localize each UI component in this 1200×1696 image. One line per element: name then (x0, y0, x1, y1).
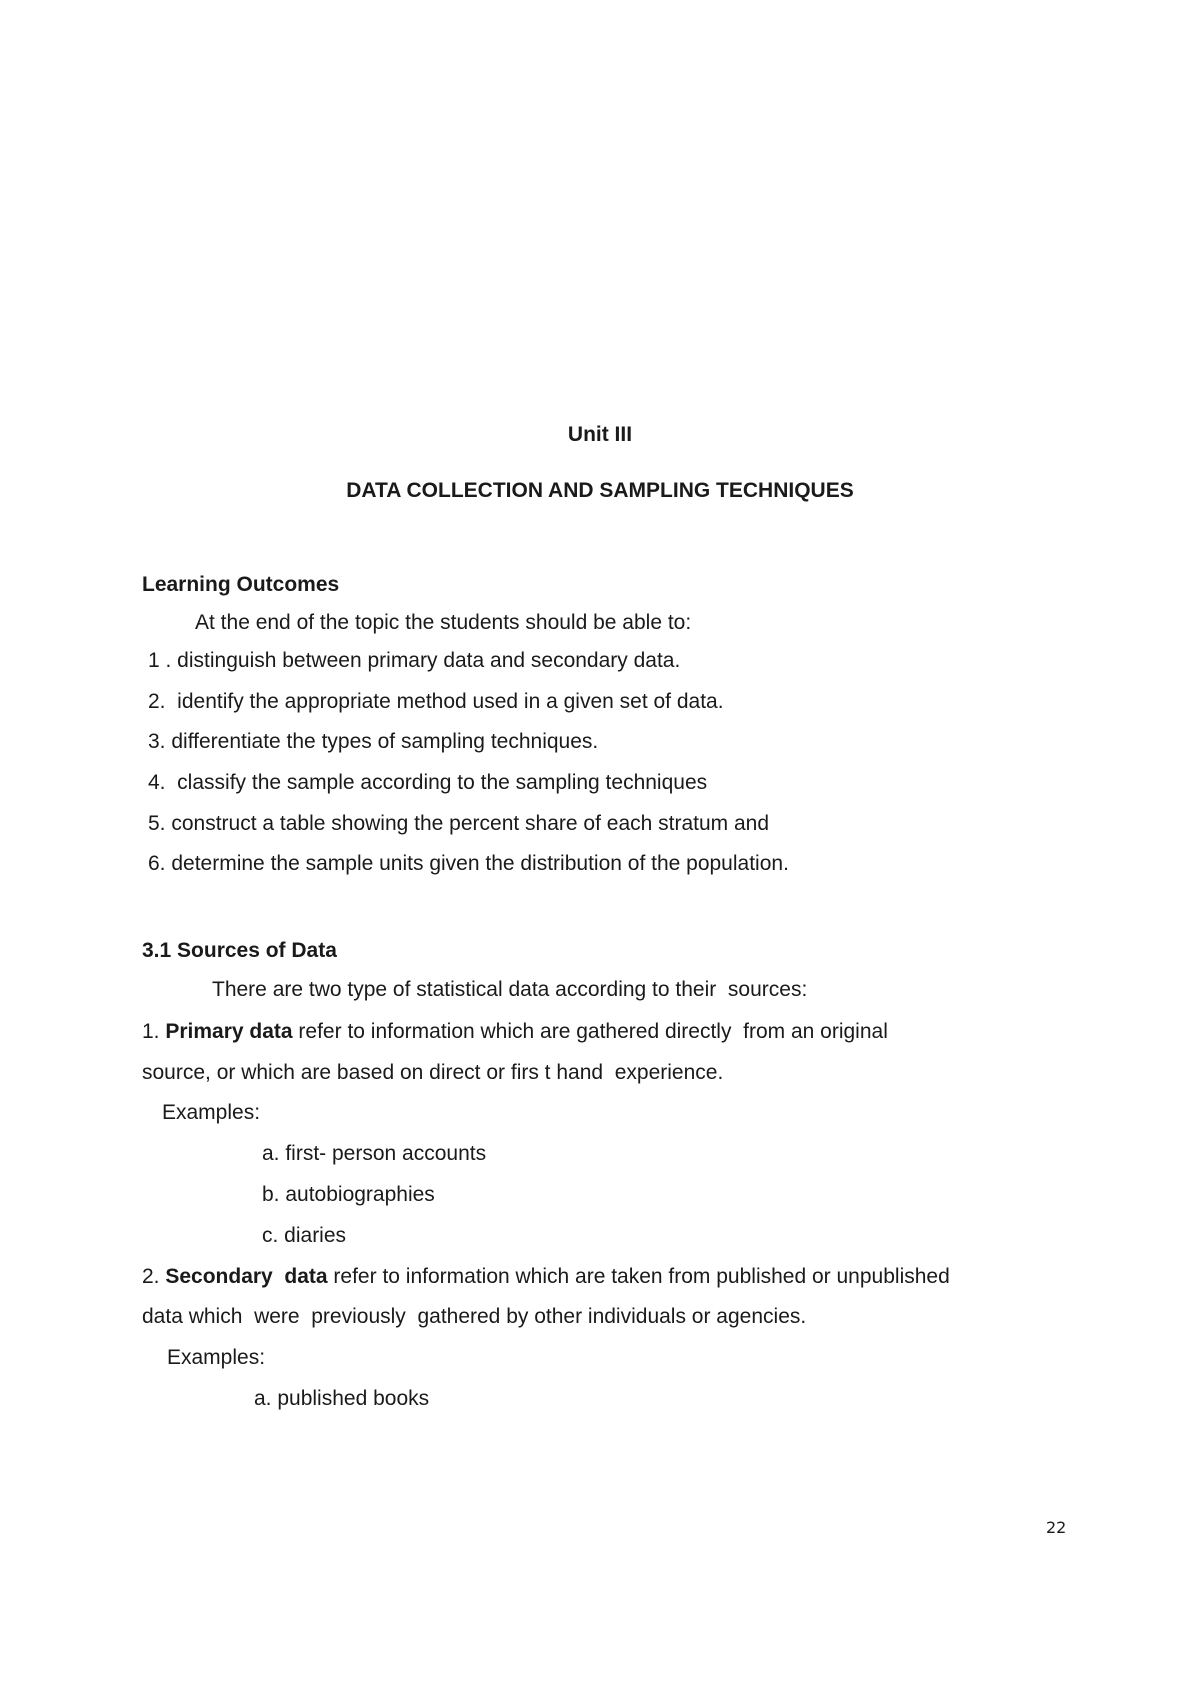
chapter-title: DATA COLLECTION AND SAMPLING TECHNIQUES (346, 479, 854, 502)
secondary-examples-label: Examples: (167, 1346, 266, 1369)
secondary-data-definition (142, 1266, 950, 1287)
secondary-example-item: a. published books (254, 1387, 430, 1410)
primary-data-term: Primary data (165, 1020, 293, 1043)
outcome-item: 1 . distinguish between primary data and secondary data. (148, 649, 681, 672)
outcome-item: 6. determine the sample units given the distribution of the population. (148, 852, 789, 875)
primary-definition-continued: source, or which are based on direct or firs t hand experience. (142, 1061, 724, 1084)
secondary-data-term: Secondary data (165, 1265, 328, 1288)
secondary-definition-text: refer to information which are taken from published or unpublished (327, 1265, 950, 1288)
primary-number: 1. (142, 1020, 166, 1043)
primary-example-item: c. diaries (262, 1224, 347, 1247)
secondary-number: 2. (142, 1265, 166, 1288)
primary-data-definition (142, 1021, 888, 1042)
page-number: 22 (1046, 1518, 1067, 1537)
secondary-definition-continued: data which were previously gathered by other individuals or agencies. (142, 1305, 807, 1328)
primary-examples-label: Examples: (162, 1101, 261, 1124)
outcome-item: 2. identify the appropriate method used in a given set of data. (148, 690, 724, 713)
learning-outcomes-intro: At the end of the topic the students should be able to: (195, 611, 692, 634)
section-heading: 3.1 Sources of Data (142, 939, 337, 962)
primary-example-item: a. first- person accounts (262, 1142, 487, 1165)
section-intro: There are two type of statistical data according to their sources: (212, 978, 808, 1001)
outcome-item: 5. construct a table showing the percent share of each stratum and (148, 812, 770, 835)
outcome-item: 4. classify the sample according to the sampling techniques (148, 771, 708, 794)
unit-title: Unit III (567, 423, 633, 446)
outcome-item: 3. differentiate the types of sampling techniques. (148, 730, 599, 753)
primary-example-item: b. autobiographies (262, 1183, 435, 1206)
primary-definition-text: refer to information which are gathered directly from an original (292, 1020, 888, 1043)
learning-outcomes-heading: Learning Outcomes (142, 573, 340, 596)
